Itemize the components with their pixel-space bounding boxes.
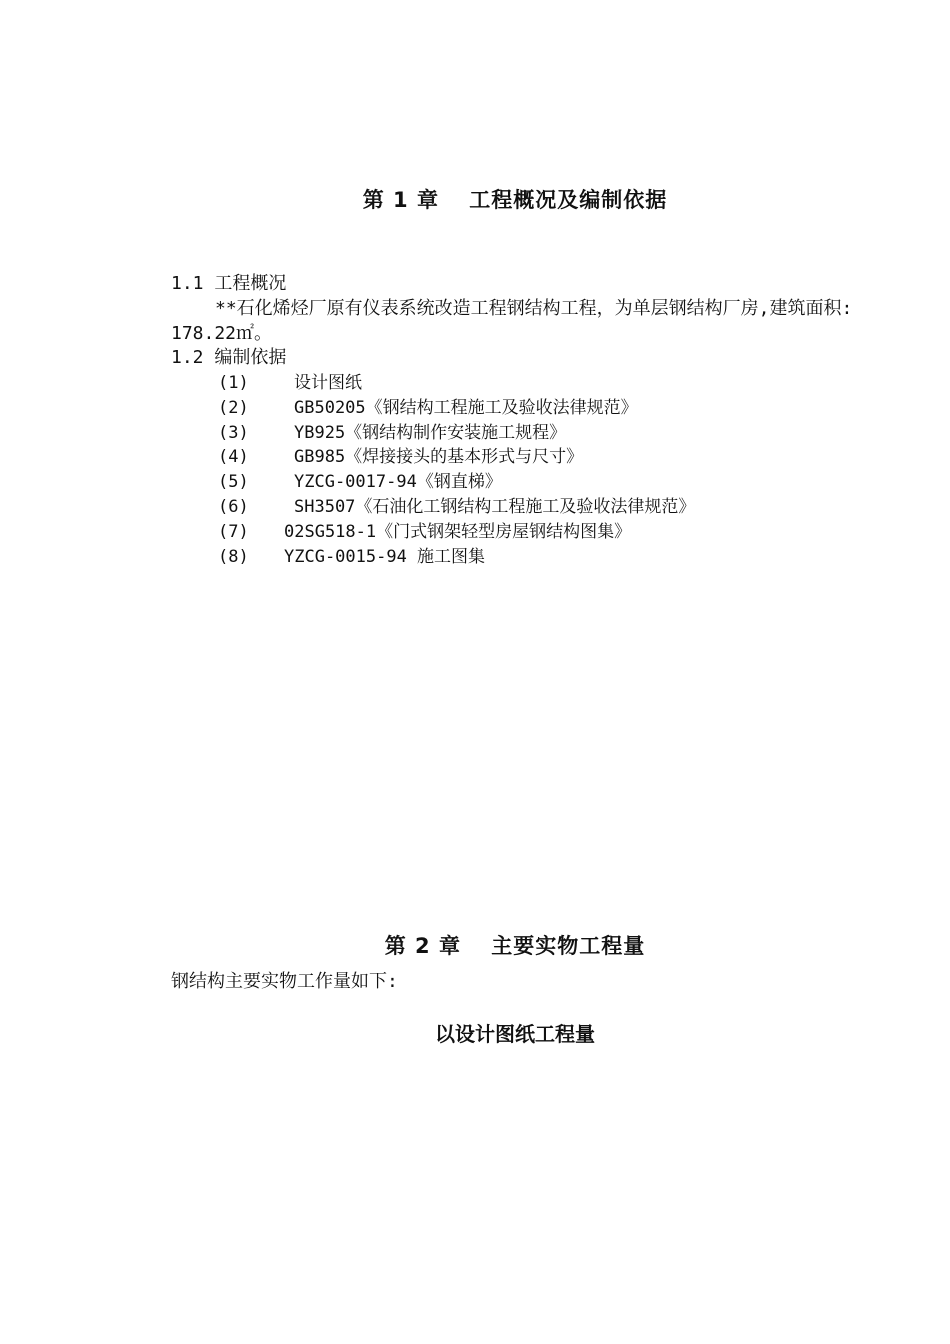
reference-item [218, 520, 695, 545]
section-1-1-heading: 1.1 工程概况 [171, 273, 287, 294]
reference-item [218, 470, 695, 495]
reference-text: YZCG-0015-94 施工图集 [284, 546, 486, 567]
reference-text: SH3507《石油化工钢结构工程施工及验收法律规范》 [294, 496, 696, 517]
reference-item [218, 445, 695, 470]
reference-text: GB985《焊接接头的基本形式与尺寸》 [294, 447, 584, 468]
reference-number: (3) [218, 422, 249, 443]
reference-text: YB925《钢结构制作安装施工规程》 [294, 422, 567, 443]
reference-number: (7) [218, 521, 249, 542]
reference-number: (1) [218, 373, 249, 393]
project-overview-text: **石化烯烃厂原有仪表系统改造工程钢结构工程，为单层钢结构厂房,建筑面积: 178.22㎡。 [171, 298, 853, 344]
reference-text: 设计图纸 [294, 373, 362, 393]
quantity-subtitle: 以设计图纸工程量 [435, 1022, 595, 1046]
reference-item [218, 421, 695, 446]
reference-list [218, 371, 695, 569]
section-1-2-heading: 1.2 编制依据 [171, 347, 287, 368]
reference-number: (2) [218, 397, 249, 418]
chapter-1-title: 第 1 章 工程概况及编制依据 [362, 188, 668, 212]
reference-text: GB50205《钢结构工程施工及验收法律规范》 [294, 397, 638, 418]
reference-number: (8) [218, 546, 249, 567]
chapter-2-title: 第 2 章 主要实物工程量 [384, 934, 646, 958]
reference-text: 02SG518-1《门式钢架轻型房屋钢结构图集》 [284, 521, 632, 542]
reference-item [218, 371, 695, 396]
project-overview-paragraph [171, 297, 871, 347]
reference-item [218, 495, 695, 520]
reference-number: (6) [218, 496, 249, 517]
reference-item [218, 545, 695, 570]
reference-number: (5) [218, 472, 249, 493]
reference-item [218, 396, 695, 421]
reference-text: YZCG-0017-94《钢直梯》 [294, 472, 502, 493]
chapter-2-intro: 钢结构主要实物工作量如下: [171, 971, 398, 992]
reference-number: (4) [218, 447, 249, 468]
